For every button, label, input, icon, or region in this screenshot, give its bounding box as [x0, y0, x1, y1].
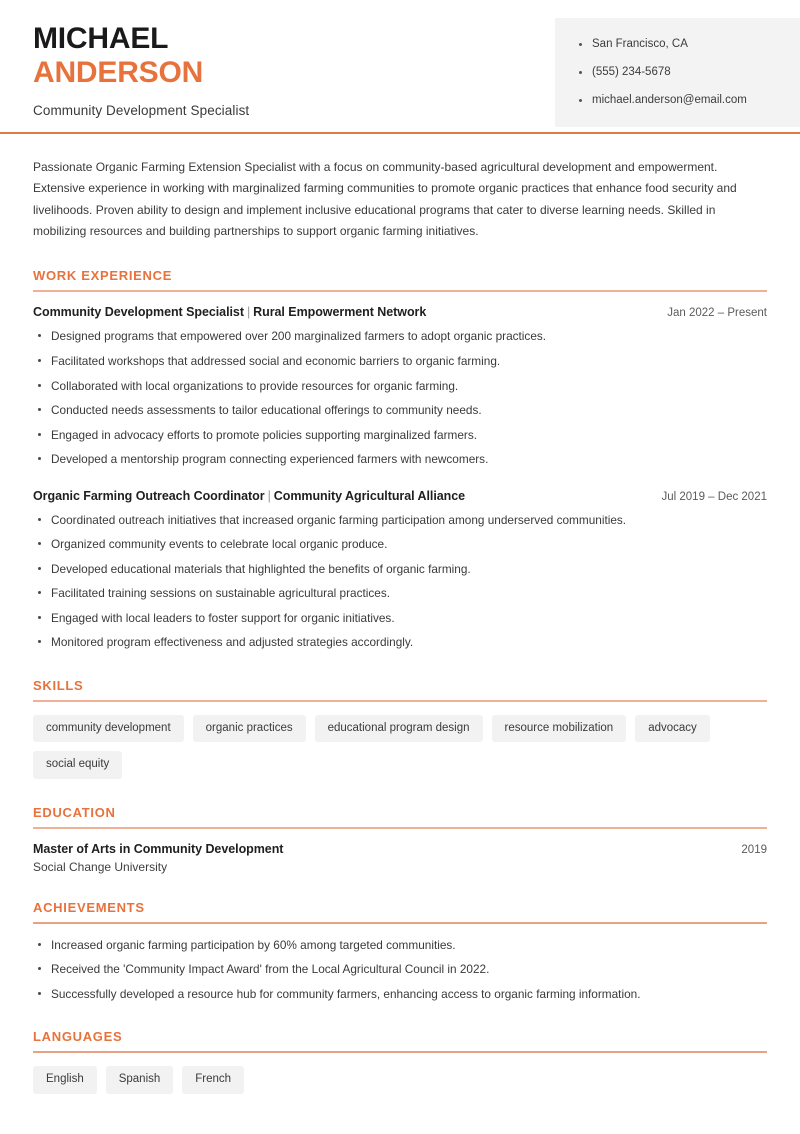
- last-name: ANDERSON: [33, 55, 204, 89]
- full-name: [33, 22, 555, 90]
- list-item: Monitored program effectiveness and adjusted strategies accordingly.: [33, 634, 767, 651]
- education-entry-header: [33, 842, 767, 856]
- resume-header: [0, 0, 800, 134]
- contact-phone-value: (555) 234-5678: [592, 65, 671, 78]
- skill-tag: educational program design: [315, 715, 483, 743]
- section-title-skills: SKILLS: [33, 677, 84, 693]
- language-tag: French: [182, 1066, 244, 1094]
- section-title-languages: LANGUAGES: [33, 1029, 123, 1045]
- work-company: Rural Empowerment Network: [253, 305, 427, 320]
- work-entry-title: [33, 489, 465, 503]
- list-item: Received the 'Community Impact Award' from the Local Agricultural Council in 2022.: [33, 961, 767, 978]
- section-title-achievements: ACHIEVEMENTS: [33, 899, 145, 915]
- list-item: Facilitated workshops that addressed social and economic barriers to organic farming.: [33, 353, 767, 370]
- list-item: Organized community events to celebrate local organic produce.: [33, 536, 767, 553]
- work-entry: [33, 489, 767, 652]
- section-languages: [33, 1029, 767, 1094]
- language-tag: English: [33, 1066, 97, 1094]
- work-entry-title: [33, 305, 426, 319]
- list-item: Engaged in advocacy efforts to promote policies supporting marginalized farmers.: [33, 427, 767, 444]
- work-entry-header: [33, 489, 767, 503]
- contact-location-value: San Francisco, CA: [592, 38, 688, 50]
- work-date-range: Jan 2022 – Present: [667, 307, 767, 320]
- skill-tag: advocacy: [635, 715, 710, 743]
- section-title-education: EDUCATION: [33, 804, 116, 820]
- work-role: Organic Farming Outreach Coordinator: [33, 488, 265, 503]
- list-item: Coordinated outreach initiatives that increased organic farming participation among underserved communities.: [33, 512, 767, 529]
- section-work-experience: [33, 268, 767, 651]
- list-item: Collaborated with local organizations to provide resources for organic farming.: [33, 378, 767, 395]
- list-item: Developed a mentorship program connecting experienced farmers with newcomers.: [33, 451, 767, 468]
- list-item: Conducted needs assessments to tailor educational offerings to community needs.: [33, 402, 767, 419]
- work-entry: [33, 305, 767, 468]
- work-bullet-list: [33, 328, 767, 468]
- contact-email-value: michael.anderson@email.com: [592, 93, 747, 106]
- work-role: Community Development Specialist: [33, 305, 244, 320]
- work-bullet-list: [33, 512, 767, 652]
- education-date: 2019: [741, 843, 767, 856]
- section-divider: [33, 827, 767, 829]
- skills-tag-list: [33, 715, 767, 779]
- section-education: [33, 805, 767, 874]
- contact-item-phone: [579, 66, 800, 80]
- skill-tag: organic practices: [193, 715, 306, 743]
- section-achievements: [33, 900, 767, 1003]
- contact-info-box: [555, 18, 800, 127]
- skill-tag: community development: [33, 715, 184, 743]
- skill-tag: social equity: [33, 751, 122, 779]
- achievements-list: [33, 937, 767, 1003]
- section-title-work-experience: WORK EXPERIENCE: [33, 268, 173, 284]
- education-entry: [33, 842, 767, 874]
- section-skills: [33, 678, 767, 779]
- first-name: MICHAEL: [33, 22, 169, 55]
- title-separator: |: [267, 488, 271, 503]
- work-entry-header: [33, 305, 767, 319]
- work-company: Community Agricultural Alliance: [273, 488, 466, 503]
- title-separator: |: [246, 305, 251, 320]
- education-degree: Master of Arts in Community Development: [33, 841, 284, 856]
- list-item: Increased organic farming participation by 60% among targeted communities.: [33, 937, 767, 954]
- education-school: Social Change University: [33, 859, 168, 874]
- list-item: Engaged with local leaders to foster support for organic initiatives.: [33, 610, 767, 627]
- job-title: Community Development Specialist: [33, 102, 250, 118]
- section-divider: [33, 1051, 767, 1053]
- work-date-range: Jul 2019 – Dec 2021: [661, 490, 767, 503]
- contact-list: [579, 38, 800, 107]
- section-divider: [33, 922, 767, 924]
- list-item: Developed educational materials that highlighted the benefits of organic farming.: [33, 561, 767, 578]
- list-item: Facilitated training sessions on sustainable agricultural practices.: [33, 585, 767, 602]
- contact-item-location: [579, 38, 800, 52]
- section-divider: [33, 700, 767, 702]
- language-tag: Spanish: [106, 1066, 174, 1094]
- skill-tag: resource mobilization: [492, 715, 627, 743]
- list-item: Designed programs that empowered over 200 marginalized farmers to adopt organic practices.: [33, 328, 767, 345]
- list-item: Successfully developed a resource hub for community farmers, enhancing access to organic farming information.: [33, 986, 767, 1003]
- header-identity: [0, 0, 555, 118]
- section-divider: [33, 290, 767, 292]
- contact-item-email: [579, 94, 800, 108]
- languages-tag-list: [33, 1066, 767, 1094]
- professional-summary: Passionate Organic Farming Extension Specialist with a focus on community-based agricultural development and empowerment. Extensive experience in working with marginalized farming communities to promote organic practices that enhance food security and livelihoods. Proven ability to design and implement inclusive educational programs that cater to diverse learning needs. Skilled in mobilizing resources and building partnerships to support organic farming initiatives.: [33, 160, 737, 239]
- resume-body: [0, 157, 800, 1094]
